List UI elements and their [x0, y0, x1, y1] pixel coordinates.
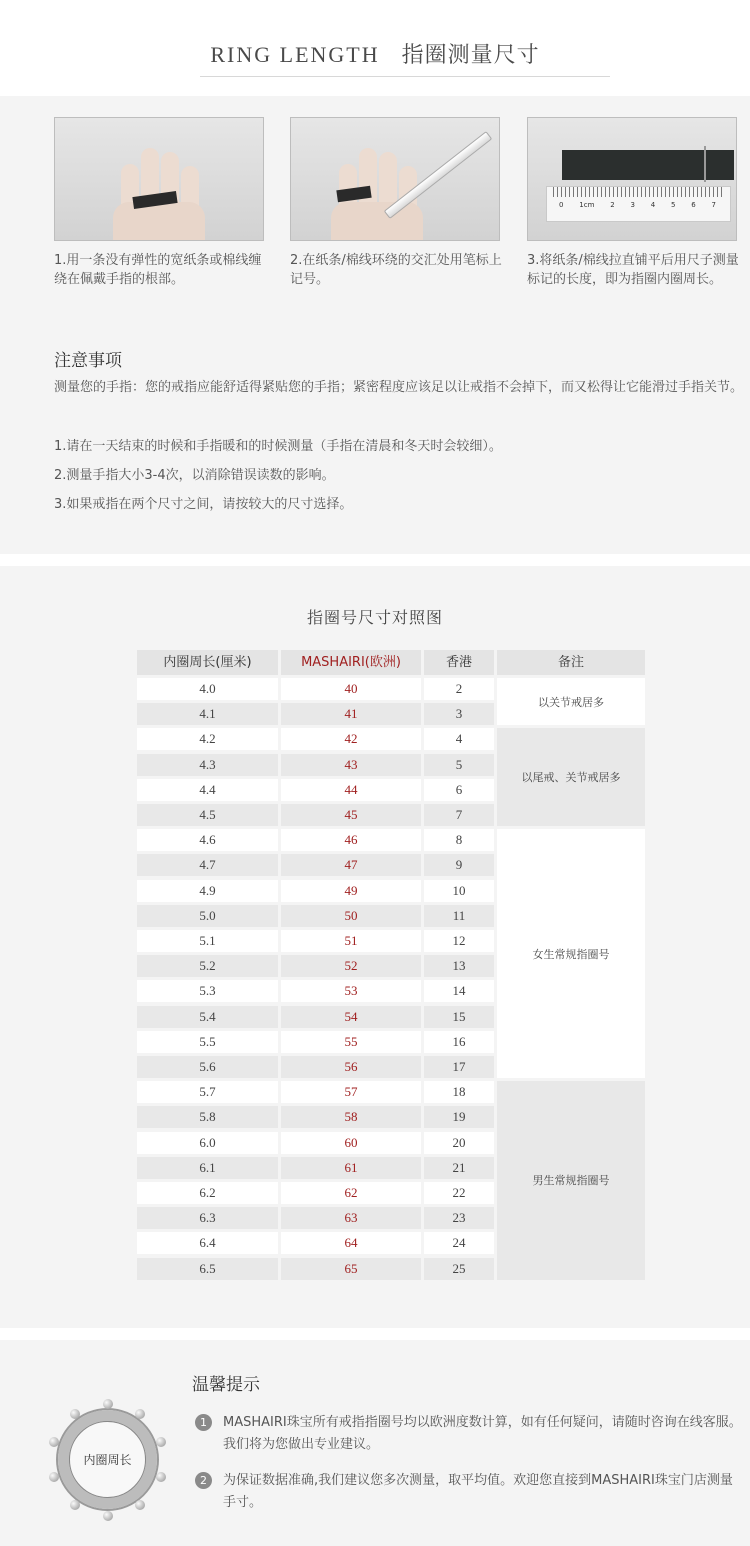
cell-circumference: 5.4 — [137, 1006, 278, 1028]
notes-intro: 测量您的手指：您的戒指应能舒适得紧贴您的手指；紧密程度应该足以让戒指不会掉下，而又松得让它能滑过手指关节。 — [54, 380, 744, 395]
cell-circumference: 4.3 — [137, 754, 278, 776]
cell-circumference: 6.4 — [137, 1232, 278, 1254]
cell-remark: 女生常规指圈号 — [497, 829, 645, 1078]
cell-remark: 以尾戒、关节戒居多 — [497, 728, 645, 826]
cell-circumference: 6.1 — [137, 1157, 278, 1179]
cell-hongkong-size: 7 — [424, 804, 494, 826]
cell-hongkong-size: 9 — [424, 854, 494, 876]
cell-circumference: 4.7 — [137, 854, 278, 876]
header-circumference: 内圈周长(厘米) — [137, 650, 278, 675]
header-european: MASHAIRI(欧洲) — [281, 650, 421, 675]
cell-hongkong-size: 19 — [424, 1106, 494, 1128]
cell-circumference: 5.1 — [137, 930, 278, 952]
tips-title: 温馨提示 — [192, 1375, 260, 1395]
note-item: 3.如果戒指在两个尺寸之间，请按较大的尺寸选择。 — [54, 497, 353, 512]
cell-hongkong-size: 12 — [424, 930, 494, 952]
cell-european-size: 49 — [281, 880, 421, 902]
cell-hongkong-size: 2 — [424, 678, 494, 700]
cell-hongkong-size: 8 — [424, 829, 494, 851]
cell-hongkong-size: 11 — [424, 905, 494, 927]
cell-circumference: 6.5 — [137, 1258, 278, 1280]
cell-hongkong-size: 20 — [424, 1132, 494, 1154]
tip-item — [195, 1470, 745, 1514]
cell-european-size: 41 — [281, 703, 421, 725]
note-item: 1.请在一天结束的时候和手指暖和的时候测量（手指在清晨和冬天时会较细）。 — [54, 439, 502, 454]
ring-bead-icon — [49, 1472, 59, 1482]
ring-bead-icon — [156, 1437, 166, 1447]
cell-european-size: 52 — [281, 955, 421, 977]
cell-hongkong-size: 23 — [424, 1207, 494, 1229]
cell-circumference: 4.2 — [137, 728, 278, 750]
cell-european-size: 58 — [281, 1106, 421, 1128]
step-3-text: 3.将纸条/棉线拉直铺平后用尺子测量标记的长度，即为指圈内圈周长。 — [527, 253, 739, 287]
ring-bead-icon — [70, 1409, 80, 1419]
cell-european-size: 55 — [281, 1031, 421, 1053]
cell-hongkong-size: 13 — [424, 955, 494, 977]
ring-icon — [50, 1402, 165, 1517]
cell-hongkong-size: 5 — [424, 754, 494, 776]
cell-circumference: 4.5 — [137, 804, 278, 826]
cell-hongkong-size: 21 — [424, 1157, 494, 1179]
ring-bead-icon — [70, 1500, 80, 1510]
cell-european-size: 46 — [281, 829, 421, 851]
note-item: 2.测量手指大小3-4次，以消除错误读数的影响。 — [54, 468, 335, 483]
cell-european-size: 57 — [281, 1081, 421, 1103]
cell-circumference: 6.3 — [137, 1207, 278, 1229]
cell-hongkong-size: 10 — [424, 880, 494, 902]
header-hongkong: 香港 — [424, 650, 494, 675]
cell-european-size: 62 — [281, 1182, 421, 1204]
cell-hongkong-size: 24 — [424, 1232, 494, 1254]
tip-number-badge: 2 — [195, 1472, 212, 1489]
cell-circumference: 5.0 — [137, 905, 278, 927]
cell-circumference: 5.7 — [137, 1081, 278, 1103]
cell-hongkong-size: 15 — [424, 1006, 494, 1028]
cell-european-size: 43 — [281, 754, 421, 776]
title-underline — [200, 76, 610, 77]
size-chart-section — [0, 566, 750, 1328]
cell-european-size: 44 — [281, 779, 421, 801]
cell-hongkong-size: 6 — [424, 779, 494, 801]
size-chart-title: 指圈号尺寸对照图 — [306, 608, 443, 627]
step-1 — [54, 117, 266, 289]
cell-remark: 男生常规指圈号 — [497, 1081, 645, 1280]
cell-european-size: 63 — [281, 1207, 421, 1229]
ring-label: 内圈周长 — [69, 1421, 146, 1498]
cell-european-size: 51 — [281, 930, 421, 952]
step-3-photo — [527, 117, 737, 241]
tip-text: 为保证数据准确,我们建议您多次测量，取平均值。欢迎您直接到MASHAIRI珠宝门店测量手寸。 — [223, 1473, 733, 1510]
page-title — [0, 38, 750, 69]
ring-bead-icon — [103, 1399, 113, 1409]
step-2-photo — [290, 117, 500, 241]
cell-circumference: 4.6 — [137, 829, 278, 851]
step-1-text: 1.用一条没有弹性的宽纸条或棉线缠绕在佩戴手指的根部。 — [54, 253, 262, 287]
cell-european-size: 54 — [281, 1006, 421, 1028]
cell-hongkong-size: 14 — [424, 980, 494, 1002]
cell-european-size: 50 — [281, 905, 421, 927]
ruler-icon — [546, 186, 731, 222]
cell-circumference: 4.4 — [137, 779, 278, 801]
cell-circumference: 6.2 — [137, 1182, 278, 1204]
cell-european-size: 56 — [281, 1056, 421, 1078]
cell-circumference: 5.6 — [137, 1056, 278, 1078]
cell-circumference: 5.2 — [137, 955, 278, 977]
measure-guide-section — [0, 96, 750, 554]
header-remarks: 备注 — [497, 650, 645, 675]
cell-circumference: 5.8 — [137, 1106, 278, 1128]
cell-european-size: 45 — [281, 804, 421, 826]
cell-hongkong-size: 25 — [424, 1258, 494, 1280]
cell-circumference: 4.0 — [137, 678, 278, 700]
cell-circumference: 5.3 — [137, 980, 278, 1002]
cell-hongkong-size: 4 — [424, 728, 494, 750]
strip-mark — [704, 146, 706, 182]
tip-number-badge: 1 — [195, 1414, 212, 1431]
ruler-numbers: 0 1cm 2 3 4 5 6 7 — [559, 201, 716, 209]
cell-european-size: 65 — [281, 1258, 421, 1280]
cell-european-size: 47 — [281, 854, 421, 876]
ring-bead-icon — [156, 1472, 166, 1482]
title-cn: 指圈测量尺寸 — [401, 43, 540, 68]
step-3 — [527, 117, 739, 289]
cell-european-size: 42 — [281, 728, 421, 750]
cell-circumference: 6.0 — [137, 1132, 278, 1154]
cell-remark: 以关节戒居多 — [497, 678, 645, 725]
cell-circumference: 4.9 — [137, 880, 278, 902]
title-en: RING LENGTH — [210, 42, 380, 67]
ring-bead-icon — [135, 1409, 145, 1419]
tip-item — [195, 1412, 745, 1456]
cell-european-size: 53 — [281, 980, 421, 1002]
cell-european-size: 64 — [281, 1232, 421, 1254]
cell-european-size: 61 — [281, 1157, 421, 1179]
hand-illustration — [113, 154, 205, 241]
cell-european-size: 40 — [281, 678, 421, 700]
cell-hongkong-size: 22 — [424, 1182, 494, 1204]
step-1-photo — [54, 117, 264, 241]
cell-hongkong-size: 18 — [424, 1081, 494, 1103]
page-header — [0, 0, 750, 96]
step-2 — [290, 117, 502, 289]
cell-hongkong-size: 17 — [424, 1056, 494, 1078]
cell-circumference: 5.5 — [137, 1031, 278, 1053]
cell-circumference: 4.1 — [137, 703, 278, 725]
ring-bead-icon — [135, 1500, 145, 1510]
cell-european-size: 60 — [281, 1132, 421, 1154]
notes-title: 注意事项 — [54, 351, 122, 371]
cell-hongkong-size: 16 — [424, 1031, 494, 1053]
ring-bead-icon — [49, 1437, 59, 1447]
ring-bead-icon — [103, 1511, 113, 1521]
tips-section — [0, 1340, 750, 1546]
cell-hongkong-size: 3 — [424, 703, 494, 725]
measured-strip — [562, 150, 734, 180]
tip-text: MASHAIRI珠宝所有戒指指圈号均以欧洲度数计算，如有任何疑问，请随时咨询在线客服。我们将为您做出专业建议。 — [223, 1415, 742, 1452]
step-2-text: 2.在纸条/棉线环绕的交汇处用笔标上记号。 — [290, 253, 502, 287]
